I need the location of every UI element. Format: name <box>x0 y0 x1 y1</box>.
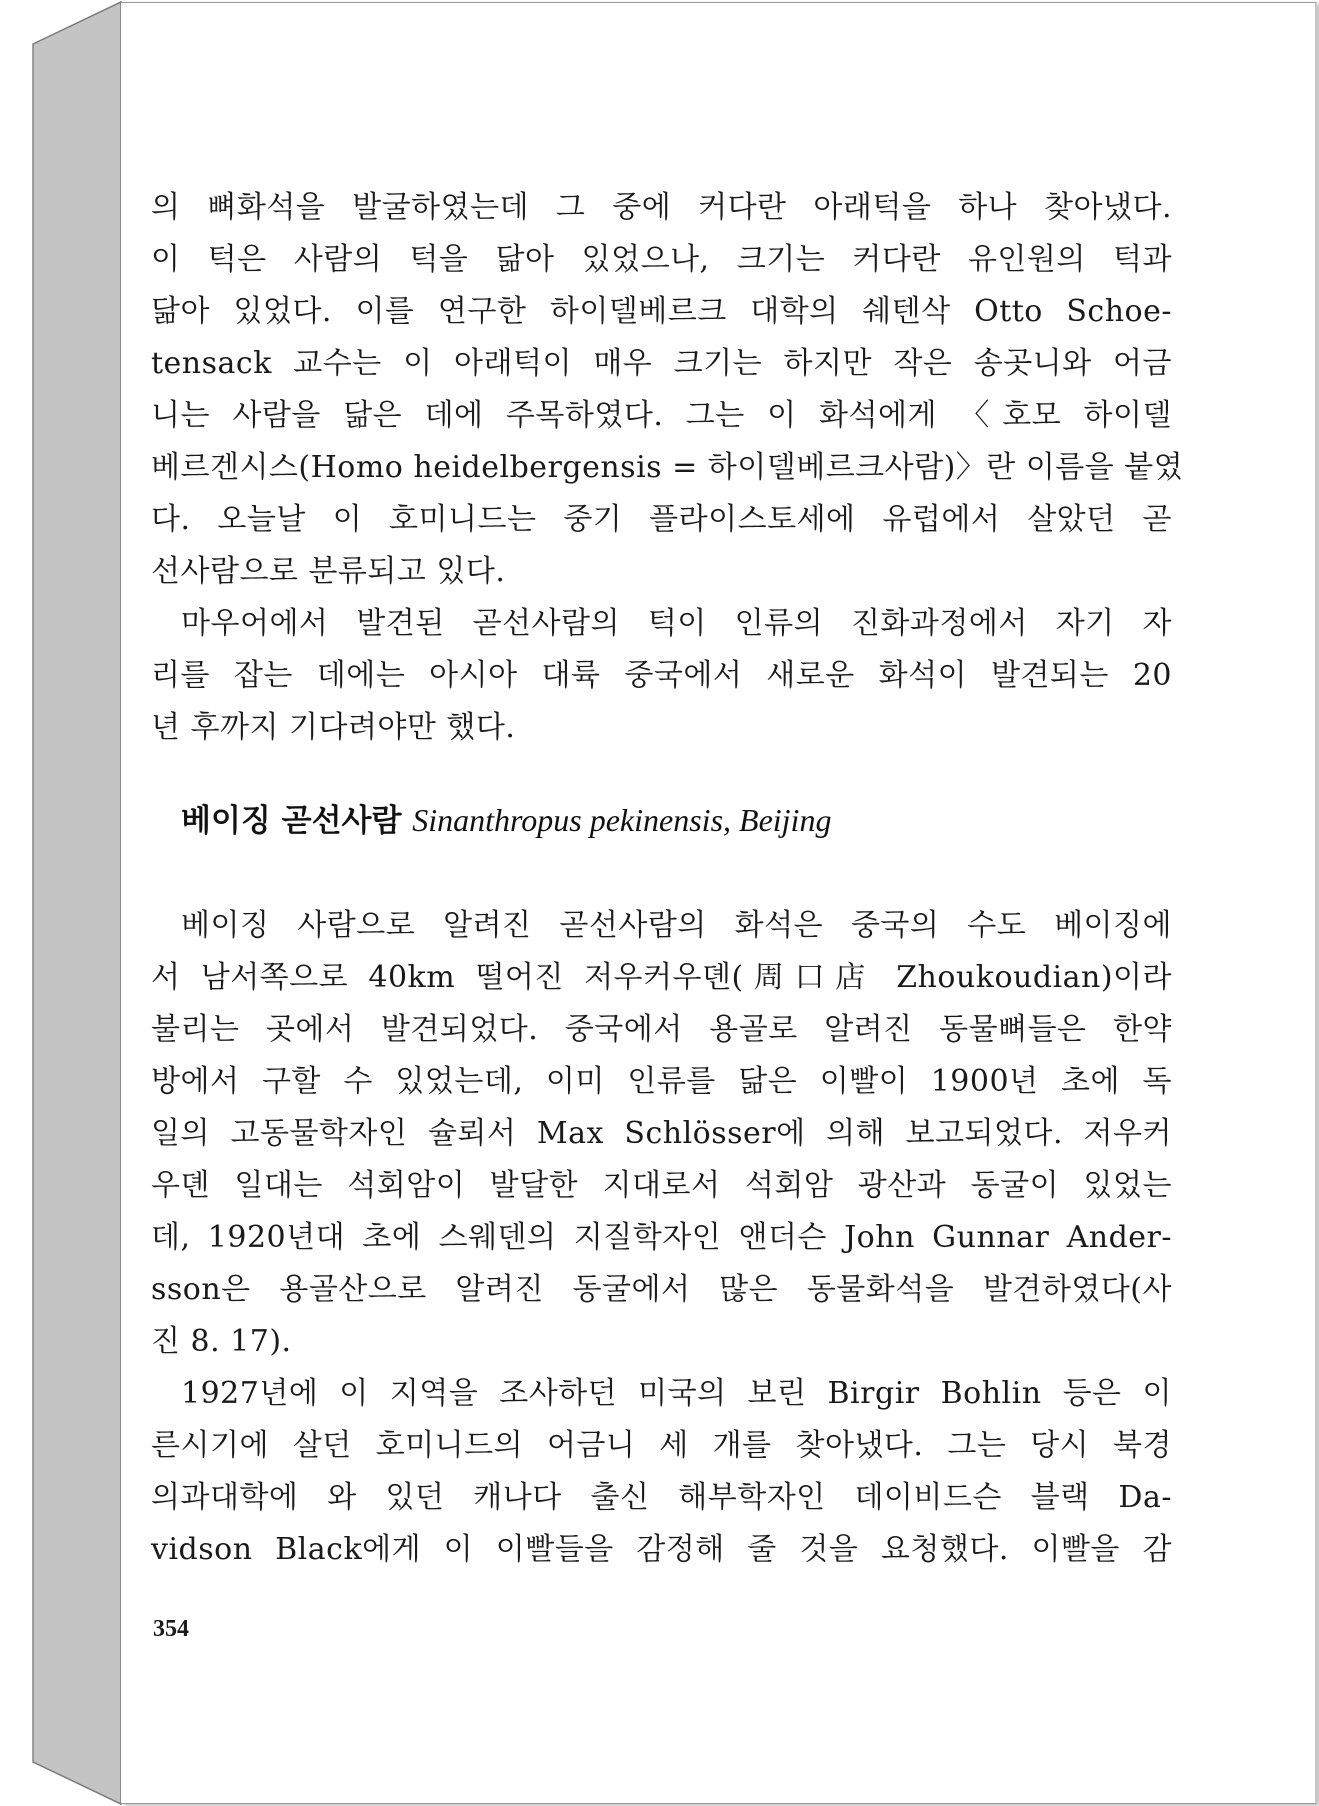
section-heading-korean: 베이징 곧선사람 <box>181 803 402 839</box>
text-line: 니는 사람을 닮은 데에 주목하였다. 그는 이 화석에게 〈호모 하이델 <box>151 398 1172 433</box>
text-line: 리를 잡는 데에는 아시아 대륙 중국에서 새로운 화석이 발견되는 20 <box>151 658 1172 693</box>
text-line: 일의 고동물학자인 슐뢰서 Max Schlösser에 의해 보고되었다. 저우커 <box>151 1116 1172 1151</box>
text-line: tensack 교수는 이 아래턱이 매우 크기는 하지만 작은 송곳니와 어금 <box>151 346 1172 381</box>
text-line: 의과대학에 와 있던 캐나다 출신 해부학자인 데이비드슨 블랙 Da- <box>151 1480 1172 1515</box>
text-line: 불리는 곳에서 발견되었다. 중국에서 용골로 알려진 동물뼈들은 한약 <box>151 1012 1172 1047</box>
text-line: 1927년에 이 지역을 조사하던 미국의 보린 Birgir Bohlin 등은 이 <box>181 1376 1172 1411</box>
page-number: 354 <box>153 1616 189 1642</box>
text-line: 방에서 구할 수 있었는데, 이미 인류를 닮은 이빨이 1900년 초에 독 <box>151 1064 1172 1099</box>
text-line: 닮아 있었다. 이를 연구한 하이델베르크 대학의 쉐텐삭 Otto Schoe- <box>151 294 1172 329</box>
text-line: 른시기에 살던 호미니드의 어금니 세 개를 찾아냈다. 그는 당시 북경 <box>151 1428 1172 1463</box>
text-line: 진 8. 17). <box>151 1324 292 1359</box>
text-line: 베이징 사람으로 알려진 곧선사람의 화석은 중국의 수도 베이징에 <box>181 908 1172 943</box>
section-heading-latin: Sinanthropus pekinensis, Beijing <box>412 802 832 838</box>
text-line: sson은 용골산으로 알려진 동굴에서 많은 동물화석을 발견하였다(사 <box>151 1272 1172 1307</box>
text-line: 데, 1920년대 초에 스웨덴의 지질학자인 앤더슨 John Gunnar Ander- <box>151 1220 1172 1255</box>
text-line: 의 뼈화석을 발굴하였는데 그 중에 커다란 아래턱을 하나 찾아냈다. <box>151 190 1172 225</box>
text-line: vidson Black에게 이 이빨들을 감정해 줄 것을 요청했다. 이빨을 감 <box>151 1532 1172 1567</box>
text-line: 마우어에서 발견된 곧선사람의 턱이 인류의 진화과정에서 자기 자 <box>181 606 1172 641</box>
section-heading <box>181 794 831 847</box>
text-line: 선사람으로 분류되고 있다. <box>151 554 506 589</box>
text-line: 이 턱은 사람의 턱을 닮아 있었으나, 크기는 커다란 유인원의 턱과 <box>151 242 1172 277</box>
text-line: 년 후까지 기다려야만 했다. <box>151 710 516 745</box>
text-line: 베르겐시스(Homo heidelbergensis = 하이델베르크사람)〉란 이름을 붙였 <box>151 450 1184 485</box>
text-line: 서 남서쪽으로 40km 떨어진 저우커우뎬(周口店 Zhoukoudian)이라 <box>151 960 1172 995</box>
text-line: 우뎬 일대는 석회암이 발달한 지대로서 석회암 광산과 동굴이 있었는 <box>151 1168 1172 1203</box>
text-line: 다. 오늘날 이 호미니드는 중기 플라이스토세에 유럽에서 살았던 곧 <box>151 502 1172 537</box>
